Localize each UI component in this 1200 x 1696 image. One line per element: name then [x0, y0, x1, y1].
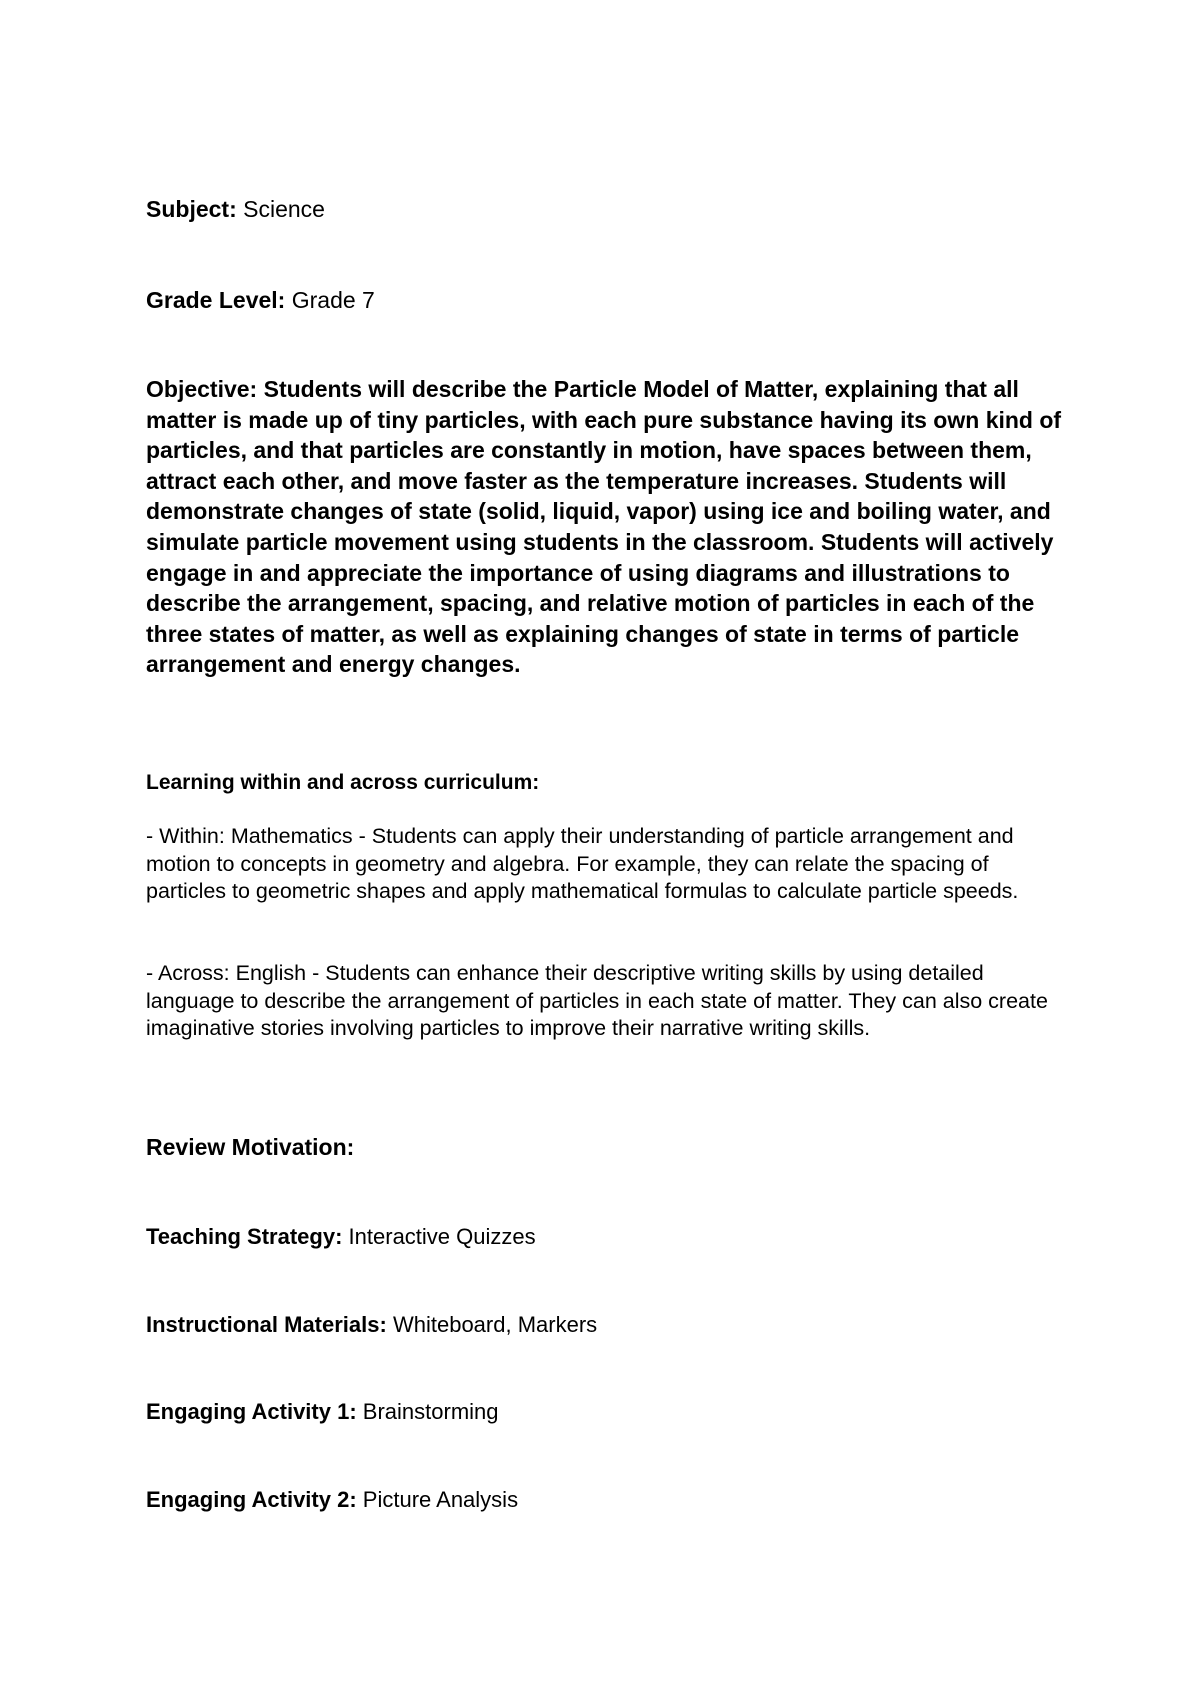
objective-label: Objective:: [146, 376, 258, 402]
engaging-activity-1-label: Engaging Activity 1:: [146, 1399, 357, 1424]
grade-level-line: [146, 285, 1066, 315]
curriculum-heading: Learning within and across curriculum:: [146, 771, 540, 794]
grade-level-value: Grade 7: [291, 287, 375, 313]
subject-line: [146, 194, 1066, 224]
curriculum-within-paragraph: - Within: Mathematics - Students can apply their understanding of particle arrangement and motion to concepts in geometry and algebra. For example, they can relate the spacing of particles to geometric shapes and apply mathematical formulas to calculate particle speeds.: [146, 824, 1019, 903]
objective-text: Students will describe the Particle Model of Matter, explaining that all matter is made up of tiny particles, with each pure substance having its own kind of particles, and that particles are constantly in motion, have spaces between them, attract each other, and move faster as the temperature increases. Students will demonstrate changes of state (solid, liquid, vapor) using ice and boiling water, and simulate particle movement using students in the classroom. Students will actively engage in and appreciate the importance of using diagrams and illustrations to describe the arrangement, spacing, and relative motion of particles in each of the three states of matter, as well as explaining changes of state in terms of particle arrangement and energy changes.: [146, 376, 1062, 678]
review-motivation-heading: Review Motivation:: [146, 1134, 355, 1160]
instructional-materials-value: Whiteboard, Markers: [392, 1312, 598, 1337]
subject-value: Science: [243, 196, 325, 222]
objective-paragraph: [146, 374, 1066, 680]
curriculum-across-paragraph: - Across: English - Students can enhance their descriptive writing skills by using detailed language to describe the arrangement of particles in each state of matter. They can also create imaginative stories involving particles to improve their narrative writing skills.: [146, 961, 1048, 1040]
engaging-activity-1-line: [146, 1397, 1066, 1427]
teaching-strategy-line: [146, 1222, 1066, 1252]
teaching-strategy-label: Teaching Strategy:: [146, 1224, 343, 1249]
engaging-activity-2-line: [146, 1485, 1066, 1515]
instructional-materials-line: [146, 1310, 1066, 1340]
teaching-strategy-value: Interactive Quizzes: [348, 1224, 536, 1249]
engaging-activity-2-value: Picture Analysis: [362, 1487, 519, 1512]
subject-label: Subject:: [146, 196, 237, 222]
grade-level-label: Grade Level:: [146, 287, 286, 313]
engaging-activity-1-value: Brainstorming: [362, 1399, 499, 1424]
instructional-materials-label: Instructional Materials:: [146, 1312, 387, 1337]
engaging-activity-2-label: Engaging Activity 2:: [146, 1487, 357, 1512]
